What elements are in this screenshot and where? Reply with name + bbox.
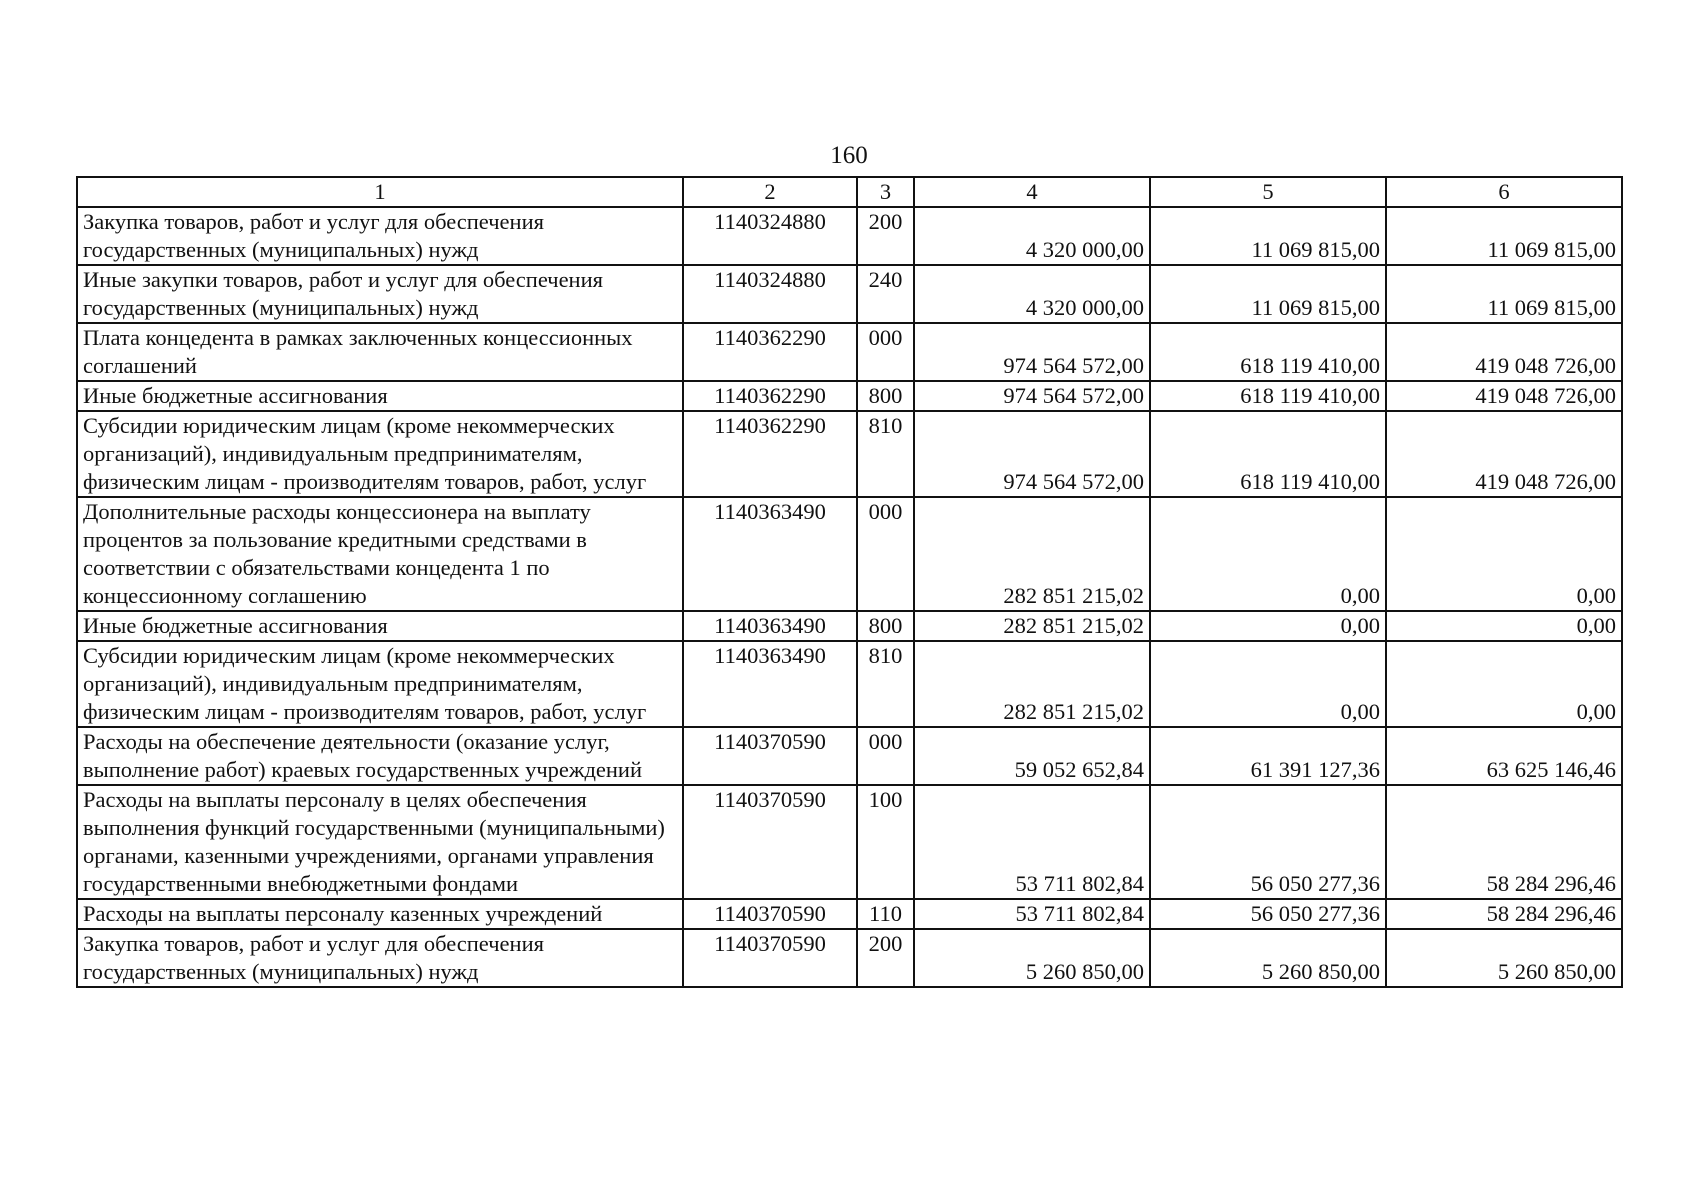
page-number: 160 xyxy=(830,142,868,169)
row-name: Закупка товаров, работ и услуг для обеспечения государственных (муниципальных) нужд xyxy=(77,207,683,265)
row-expense-type: 000 xyxy=(857,497,914,611)
row-code: 1140370590 xyxy=(683,899,857,929)
row-name: Дополнительные расходы концессионера на выплату процентов за пользование кредитными средствами в соответствии с обязательствами концедента 1 по концессионному соглашению xyxy=(77,497,683,611)
row-name: Иные бюджетные ассигнования xyxy=(77,381,683,411)
row-amount-5: 618 119 410,00 xyxy=(1150,411,1386,497)
row-code: 1140363490 xyxy=(683,611,857,641)
row-code: 1140370590 xyxy=(683,929,857,987)
table-row xyxy=(77,323,1622,381)
row-amount-5: 56 050 277,36 xyxy=(1150,899,1386,929)
table-row xyxy=(77,381,1622,411)
row-amount-6: 58 284 296,46 xyxy=(1386,785,1622,899)
row-name: Плата концедента в рамках заключенных концессионных соглашений xyxy=(77,323,683,381)
row-code: 1140324880 xyxy=(683,265,857,323)
row-amount-4: 974 564 572,00 xyxy=(914,323,1150,381)
table-row xyxy=(77,727,1622,785)
row-name: Закупка товаров, работ и услуг для обеспечения государственных (муниципальных) нужд xyxy=(77,929,683,987)
row-amount-4: 4 320 000,00 xyxy=(914,265,1150,323)
row-name: Расходы на обеспечение деятельности (оказание услуг, выполнение работ) краевых государственных учреждений xyxy=(77,727,683,785)
column-header: 2 xyxy=(683,177,857,207)
row-amount-5: 56 050 277,36 xyxy=(1150,785,1386,899)
row-code: 1140370590 xyxy=(683,727,857,785)
row-amount-5: 5 260 850,00 xyxy=(1150,929,1386,987)
row-code: 1140370590 xyxy=(683,785,857,899)
row-amount-4: 282 851 215,02 xyxy=(914,641,1150,727)
row-expense-type: 000 xyxy=(857,727,914,785)
row-expense-type: 200 xyxy=(857,929,914,987)
row-name: Субсидии юридическим лицам (кроме некоммерческих организаций), индивидуальным предпринимателям, физическим лицам - производителям товаров, работ, услуг xyxy=(77,641,683,727)
row-code: 1140362290 xyxy=(683,323,857,381)
row-amount-6: 419 048 726,00 xyxy=(1386,411,1622,497)
table-row xyxy=(77,611,1622,641)
row-amount-5: 11 069 815,00 xyxy=(1150,265,1386,323)
table-row xyxy=(77,929,1622,987)
row-expense-type: 810 xyxy=(857,641,914,727)
row-amount-5: 11 069 815,00 xyxy=(1150,207,1386,265)
row-code: 1140362290 xyxy=(683,411,857,497)
column-header: 5 xyxy=(1150,177,1386,207)
table-row xyxy=(77,785,1622,899)
row-amount-5: 61 391 127,36 xyxy=(1150,727,1386,785)
table-row xyxy=(77,411,1622,497)
column-header: 4 xyxy=(914,177,1150,207)
row-amount-4: 282 851 215,02 xyxy=(914,611,1150,641)
table-row xyxy=(77,899,1622,929)
row-amount-6: 5 260 850,00 xyxy=(1386,929,1622,987)
table-row xyxy=(77,641,1622,727)
row-amount-4: 53 711 802,84 xyxy=(914,785,1150,899)
row-amount-5: 0,00 xyxy=(1150,641,1386,727)
table-row xyxy=(77,497,1622,611)
row-code: 1140362290 xyxy=(683,381,857,411)
row-code: 1140324880 xyxy=(683,207,857,265)
row-amount-6: 58 284 296,46 xyxy=(1386,899,1622,929)
row-code: 1140363490 xyxy=(683,641,857,727)
row-amount-4: 5 260 850,00 xyxy=(914,929,1150,987)
column-header: 1 xyxy=(77,177,683,207)
row-expense-type: 000 xyxy=(857,323,914,381)
row-amount-4: 974 564 572,00 xyxy=(914,411,1150,497)
row-code: 1140363490 xyxy=(683,497,857,611)
row-expense-type: 800 xyxy=(857,381,914,411)
row-amount-6: 11 069 815,00 xyxy=(1386,265,1622,323)
row-name: Субсидии юридическим лицам (кроме некоммерческих организаций), индивидуальным предпринимателям, физическим лицам - производителям товаров, работ, услуг xyxy=(77,411,683,497)
row-amount-4: 974 564 572,00 xyxy=(914,381,1150,411)
row-amount-4: 59 052 652,84 xyxy=(914,727,1150,785)
column-header: 6 xyxy=(1386,177,1622,207)
row-expense-type: 240 xyxy=(857,265,914,323)
table-row xyxy=(77,207,1622,265)
row-amount-6: 0,00 xyxy=(1386,611,1622,641)
row-amount-4: 282 851 215,02 xyxy=(914,497,1150,611)
row-expense-type: 200 xyxy=(857,207,914,265)
row-expense-type: 810 xyxy=(857,411,914,497)
row-amount-5: 618 119 410,00 xyxy=(1150,323,1386,381)
row-name: Иные закупки товаров, работ и услуг для обеспечения государственных (муниципальных) нужд xyxy=(77,265,683,323)
row-expense-type: 800 xyxy=(857,611,914,641)
row-name: Иные бюджетные ассигнования xyxy=(77,611,683,641)
row-amount-6: 419 048 726,00 xyxy=(1386,381,1622,411)
budget-table xyxy=(76,176,1623,988)
row-amount-4: 4 320 000,00 xyxy=(914,207,1150,265)
row-expense-type: 100 xyxy=(857,785,914,899)
row-expense-type: 110 xyxy=(857,899,914,929)
row-amount-6: 419 048 726,00 xyxy=(1386,323,1622,381)
row-name: Расходы на выплаты персоналу казенных учреждений xyxy=(77,899,683,929)
column-header: 3 xyxy=(857,177,914,207)
row-amount-5: 0,00 xyxy=(1150,611,1386,641)
row-amount-5: 618 119 410,00 xyxy=(1150,381,1386,411)
header-row xyxy=(77,177,1622,207)
row-amount-5: 0,00 xyxy=(1150,497,1386,611)
row-amount-6: 11 069 815,00 xyxy=(1386,207,1622,265)
table-row xyxy=(77,265,1622,323)
row-amount-6: 63 625 146,46 xyxy=(1386,727,1622,785)
row-amount-4: 53 711 802,84 xyxy=(914,899,1150,929)
row-amount-6: 0,00 xyxy=(1386,641,1622,727)
row-amount-6: 0,00 xyxy=(1386,497,1622,611)
row-name: Расходы на выплаты персоналу в целях обеспечения выполнения функций государственными (муниципальными) органами, казенными учреждениями, органами управления государственными внебюджетными фондами xyxy=(77,785,683,899)
